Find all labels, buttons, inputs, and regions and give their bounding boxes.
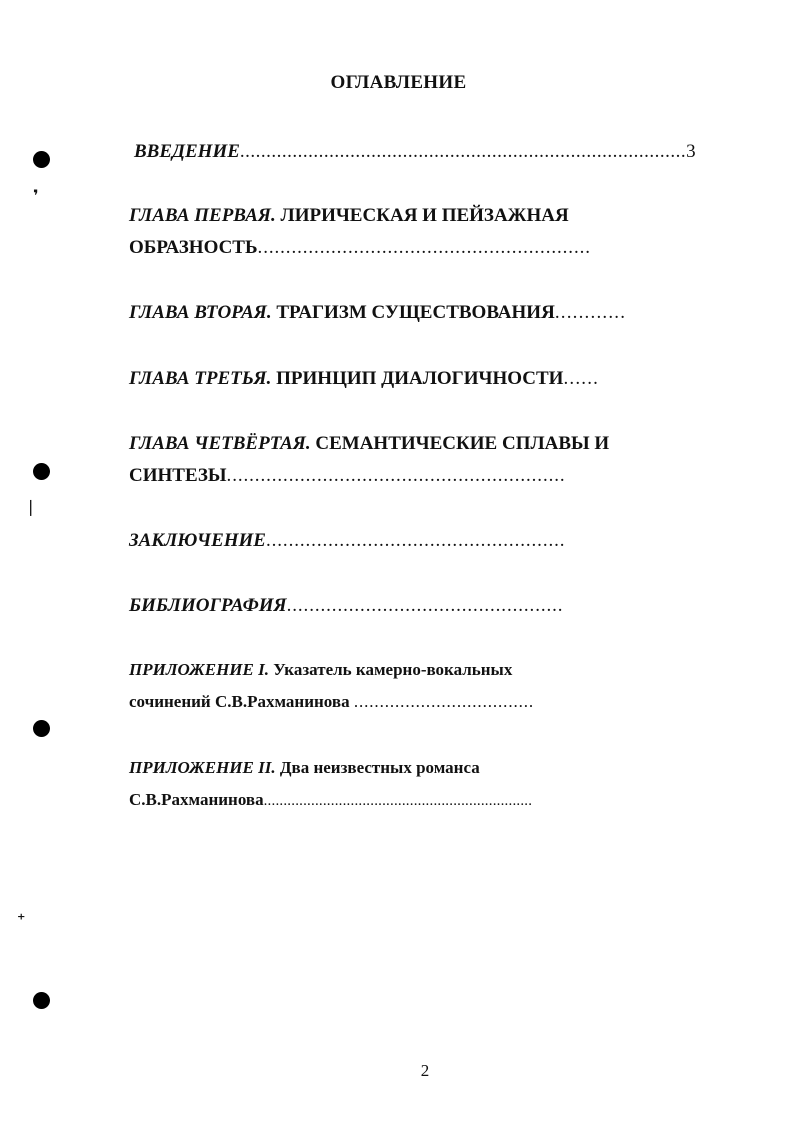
toc-title: Указатель камерно-вокальных — [268, 660, 513, 679]
page-number: 2 — [420, 1061, 430, 1080]
toc-title: С.В.Рахманинова — [129, 790, 264, 809]
toc-title: Два неизвестных романса — [275, 758, 480, 777]
toc-dots: ............ — [554, 302, 627, 323]
punch-hole — [33, 151, 50, 168]
toc-label: ПРИЛОЖЕНИЕ I. — [129, 660, 269, 679]
toc-dots: .................................................................... — [263, 793, 533, 809]
scan-mark: ❘ — [24, 497, 38, 516]
toc-title: ЛИРИЧЕСКАЯ И ПЕЙЗАЖНАЯ — [275, 205, 569, 226]
page-title: ОГЛАВЛЕНИЕ — [330, 72, 467, 93]
toc-entry-bibliography — [129, 595, 563, 617]
toc-entry-chapter-1 — [129, 205, 569, 227]
toc-entry-intro — [134, 141, 696, 163]
toc-label: БИБЛИОГРАФИЯ — [129, 595, 287, 616]
toc-dots: ........................................................... — [257, 237, 591, 258]
toc-entry-appendix-2-cont — [129, 790, 532, 810]
toc-label: ГЛАВА ТРЕТЬЯ. — [129, 368, 272, 389]
punch-hole — [33, 720, 50, 737]
toc-label: ВВЕДЕНИЕ — [134, 141, 240, 162]
punch-hole — [33, 463, 50, 480]
toc-label: ГЛАВА ПЕРВАЯ. — [129, 205, 276, 226]
toc-entry-conclusion — [129, 530, 565, 552]
toc-dots: ...... — [563, 368, 600, 389]
toc-dots: ................................... — [353, 692, 535, 711]
toc-label: ГЛАВА ЧЕТВЁРТАЯ. — [129, 433, 311, 454]
toc-entry-appendix-1-cont — [129, 692, 534, 712]
toc-dots: ................................................. — [286, 595, 564, 616]
toc-entry-appendix-2 — [129, 758, 480, 778]
toc-title: ОБРАЗНОСТЬ — [129, 237, 258, 258]
toc-title: ТРАГИЗМ СУЩЕСТВОВАНИЯ — [271, 302, 555, 323]
punch-hole — [33, 992, 50, 1009]
toc-title: СИНТЕЗЫ — [129, 465, 227, 486]
toc-label: ПРИЛОЖЕНИЕ II. — [129, 758, 276, 777]
toc-label: ЗАКЛЮЧЕНИЕ — [129, 530, 266, 551]
toc-entry-chapter-3 — [129, 368, 599, 390]
toc-dots: ............................................................ — [226, 465, 566, 486]
toc-dots: ..................................................................................... — [239, 141, 687, 162]
toc-label: ГЛАВА ВТОРАЯ. — [129, 302, 272, 323]
toc-dots: ..................................................... — [265, 530, 566, 551]
toc-entry-chapter-1-cont — [129, 237, 591, 259]
toc-entry-chapter-2 — [129, 302, 626, 324]
scan-mark: ⁺ — [17, 910, 26, 929]
toc-page-number: 3 — [686, 141, 696, 162]
toc-entry-chapter-4 — [129, 433, 609, 455]
scan-mark: ❜ — [33, 186, 39, 205]
toc-title: ПРИНЦИП ДИАЛОГИЧНОСТИ — [271, 368, 564, 389]
toc-title: СЕМАНТИЧЕСКИЕ СПЛАВЫ И — [310, 433, 610, 454]
toc-title: сочинений С.В.Рахманинова — [129, 692, 354, 711]
toc-entry-chapter-4-cont — [129, 465, 566, 487]
toc-entry-appendix-1 — [129, 660, 512, 680]
